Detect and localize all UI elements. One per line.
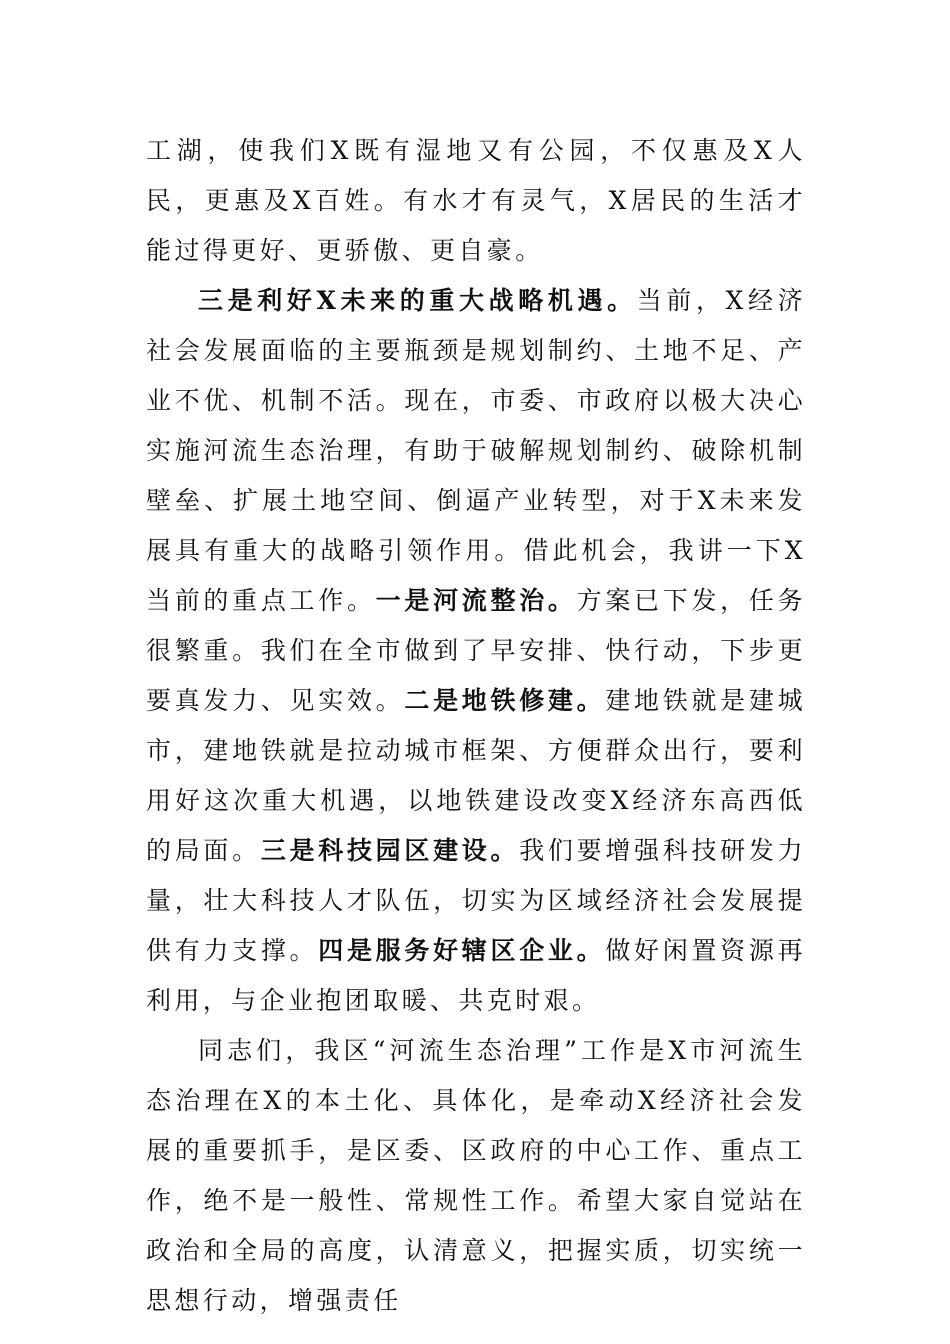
paragraph-strategic-opportunity [146,276,806,1026]
bold-heading-point-three: 三是利好X未来的重大战略机遇。 [198,286,637,315]
paragraph-text: 建地铁就是建城市，建地铁就是拉动城市框架、方便群众出行，要利用好这次重大机遇，以地铁建设改变X经济东高西低的局面。 [146,686,806,865]
paragraph-text: 工湖，使我们X既有湿地又有公园，不仅惠及X人民，更惠及X百姓。有水才有灵气，X居民的生活才能过得更好、更骄傲、更自豪。 [146,136,806,265]
bold-item-tech-park: 三是科技园区建设。 [260,836,520,865]
bold-item-river-rectification: 一是河流整治。 [375,586,577,615]
document-body [146,126,806,1326]
paragraph-text: 方案已下发，任务很繁重。我们在全市做到了早安排、快行动，下步更要真发力、见实效。 [146,586,806,715]
bold-item-serve-enterprises: 四是服务好辖区企业。 [318,936,606,965]
paragraph-text: 做好闲置资源再利用，与企业抱团取暖、共克时艰。 [146,936,806,1015]
paragraph-text: 同志们，我区“河流生态治理”工作是X市河流生态治理在X的本土化、具体化，是牵动X经济社会发展的重要抓手，是区委、区政府的中心工作、重点工作，绝不是一般性、常规性工作。希望大家自觉站在政治和全局的高度，认清意义，把握实质，切实统一思想行动，增强责任 [146,1036,806,1315]
paragraph-text: 我们要增强科技研发力量，壮大科技人才队伍，切实为区域经济社会发展提供有力支撑。 [146,836,806,965]
bold-item-subway-construction: 二是地铁修建。 [404,686,606,715]
paragraph-text: 当前，X经济社会发展面临的主要瓶颈是规划制约、土地不足、产业不优、机制不活。现在，市委、市政府以极大决心实施河流生态治理，有助于破解规划制约、破除机制壁垒、扩展土地空间、倒逼产业转型，对于X未来发展具有重大的战略引领作用。借此机会，我讲一下X当前的重点工作。 [146,286,806,615]
paragraph-comrades [146,1026,806,1326]
paragraph-continuation [146,126,806,276]
